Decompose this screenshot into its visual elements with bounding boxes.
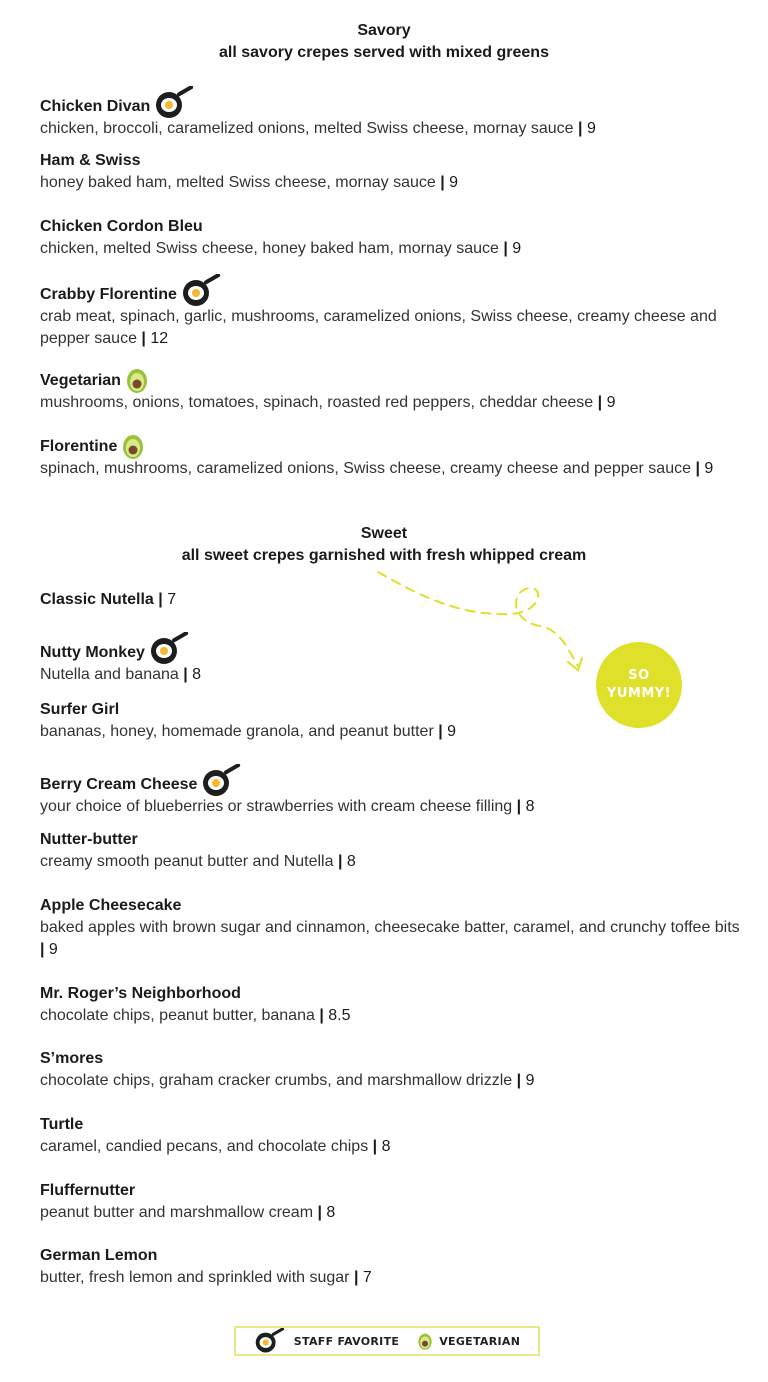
menu-item-apple-cheesecake (40, 895, 740, 961)
skillet-egg-icon (201, 764, 245, 798)
item-price: | 9 (40, 941, 58, 958)
item-desc: baked apples with brown sugar and cinnamon, cheesecake batter, caramel, and crunchy toffee bits (40, 919, 740, 936)
menu-item-fluffernutter (40, 1180, 740, 1224)
item-name: Crabby Florentine (40, 286, 177, 303)
menu-item-crabby-florentine (40, 272, 740, 350)
skillet-egg-icon (149, 632, 193, 666)
item-desc: mushrooms, onions, tomatoes, spinach, roasted red peppers, cheddar cheese (40, 394, 594, 411)
item-price: | 9 (695, 460, 713, 477)
badge-line-2: YUMMY! (606, 686, 672, 701)
item-name: Fluffernutter (40, 1182, 136, 1199)
menu-item-surfer-girl (40, 699, 740, 743)
item-desc: creamy smooth peanut butter and Nutella (40, 853, 334, 870)
legend-staff-favorite-label: STAFF FAVORITE (293, 1334, 400, 1348)
item-name: Nutty Monkey (40, 644, 145, 661)
item-price: | 9 (598, 394, 616, 411)
sweet-subtitle: all sweet crepes garnished with fresh whipped cream (181, 547, 587, 564)
item-price: | 8 (517, 798, 535, 815)
skillet-egg-icon (254, 1328, 288, 1354)
item-price: | 7 (354, 1269, 372, 1286)
menu-item-german-lemon (40, 1245, 740, 1289)
item-name: Classic Nutella (40, 591, 154, 608)
item-desc: peanut butter and marshmallow cream (40, 1204, 314, 1221)
item-desc: butter, fresh lemon and sprinkled with sugar (40, 1269, 350, 1286)
badge-line-1: SO (628, 668, 650, 683)
sweet-heading (0, 523, 768, 567)
icon-legend (234, 1326, 540, 1356)
item-price: | 12 (141, 330, 168, 347)
item-price: | 8 (317, 1204, 335, 1221)
menu-item-florentine (40, 430, 740, 480)
item-price: | 7 (158, 589, 176, 611)
item-name: Chicken Cordon Bleu (40, 218, 203, 235)
savory-heading (0, 20, 768, 64)
item-price: | 8 (373, 1138, 391, 1155)
menu-item-nutty-monkey (40, 630, 740, 686)
skillet-egg-icon (181, 274, 225, 308)
item-price: | 9 (578, 120, 596, 137)
savory-subtitle: all savory crepes served with mixed greens (219, 44, 549, 61)
item-name: Vegetarian (40, 372, 121, 389)
item-name: Apple Cheesecake (40, 897, 182, 914)
menu-item-chicken-cordon-bleu (40, 216, 740, 260)
avocado-icon (121, 432, 145, 460)
item-desc: honey baked ham, melted Swiss cheese, mornay sauce (40, 174, 436, 191)
menu-item-berry-cream-cheese (40, 762, 740, 818)
item-price: | 9 (438, 723, 456, 740)
legend-staff-favorite (254, 1328, 399, 1354)
menu-item-ham-swiss (40, 150, 740, 194)
item-name: German Lemon (40, 1247, 158, 1264)
item-desc: chocolate chips, peanut butter, banana (40, 1007, 315, 1024)
savory-title: Savory (357, 22, 411, 39)
item-name: Berry Cream Cheese (40, 776, 198, 793)
item-name: Florentine (40, 438, 118, 455)
item-price: | 9 (440, 174, 458, 191)
avocado-icon (125, 366, 149, 394)
sweet-title: Sweet (360, 525, 408, 542)
menu-item-mr-rogers-neighborhood (40, 983, 740, 1027)
menu-item-turtle (40, 1114, 740, 1158)
item-name: S’mores (40, 1050, 104, 1067)
item-name: Mr. Roger’s Neighborhood (40, 985, 241, 1002)
item-desc: bananas, honey, homemade granola, and peanut butter (40, 723, 434, 740)
menu-item-nutter-butter (40, 829, 740, 873)
item-price: | 8 (338, 853, 356, 870)
item-desc: chicken, melted Swiss cheese, honey baked ham, mornay sauce (40, 240, 499, 257)
item-desc: chocolate chips, graham cracker crumbs, and marshmallow drizzle (40, 1072, 513, 1089)
menu-item-vegetarian (40, 364, 740, 414)
item-desc: chicken, broccoli, caramelized onions, melted Swiss cheese, mornay sauce (40, 120, 574, 137)
item-name: Ham & Swiss (40, 152, 141, 169)
legend-vegetarian (417, 1331, 520, 1351)
menu-item-smores (40, 1048, 740, 1092)
item-price: | 8.5 (319, 1007, 350, 1024)
menu-item-classic-nutella (40, 589, 740, 611)
item-price: | 9 (503, 240, 521, 257)
item-price: | 8 (183, 666, 201, 683)
item-name: Nutter-butter (40, 831, 138, 848)
item-price: | 9 (517, 1072, 535, 1089)
item-desc: Nutella and banana (40, 666, 179, 683)
item-desc: your choice of blueberries or strawberries with cream cheese filling (40, 798, 513, 815)
skillet-egg-icon (154, 86, 198, 120)
item-name: Surfer Girl (40, 701, 120, 718)
avocado-icon (417, 1331, 433, 1351)
item-name: Turtle (40, 1116, 84, 1133)
item-desc: crab meat, spinach, garlic, mushrooms, caramelized onions, Swiss cheese, creamy cheese and pepper sauce (40, 308, 717, 347)
menu-item-chicken-divan (40, 84, 740, 140)
item-desc: caramel, candied pecans, and chocolate chips (40, 1138, 369, 1155)
legend-vegetarian-label: VEGETARIAN (439, 1334, 521, 1348)
item-desc: spinach, mushrooms, caramelized onions, Swiss cheese, creamy cheese and pepper sauce (40, 460, 691, 477)
item-name: Chicken Divan (40, 98, 151, 115)
